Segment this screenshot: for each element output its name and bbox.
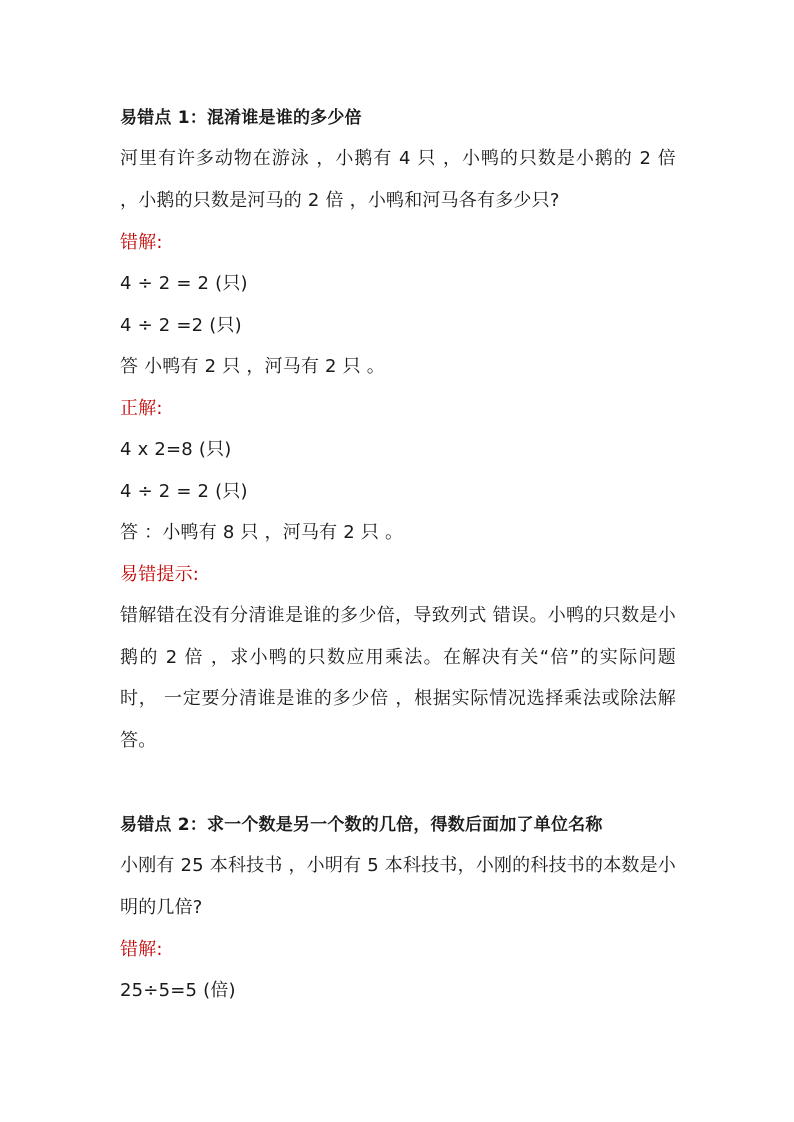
section-1-right-label: 正解: — [120, 398, 163, 419]
section-2-wrong-label: 错解: — [120, 939, 163, 960]
section-1-wrong-line-2: 4 ÷ 2 =2 (只) — [120, 315, 242, 336]
section-1-wrong-answer: 答 小鸭有 2 只 ，河马有 2 只 。 — [120, 356, 385, 377]
section-1-heading: 易错点 1：混淆谁是谁的多少倍 — [120, 108, 362, 128]
section-2-heading: 易错点 2：求一个数是另一个数的几倍，得数后面加了单位名称 — [120, 815, 603, 835]
section-1-right-line-1: 4 x 2=8 (只) — [120, 439, 232, 460]
section-1-right-line-2: 4 ÷ 2 = 2 (只) — [120, 481, 248, 502]
section-1-wrong-line-1: 4 ÷ 2 = 2 (只) — [120, 273, 248, 294]
section-1-right-answer: 答 ：小鸭有 8 只 ，河马有 2 只 。 — [120, 522, 404, 543]
section-1-hint-text: 错解错在没有分清谁是谁的多少倍，导致列式 错误。小鸭的只数是小鹅的 2 倍 ，求小鸭的只数应用乘法。在解决有关“倍”的实际问题时， 一定要分清谁是谁的多少倍 ，根据实际情况选择乘法或除法解答。 — [120, 605, 676, 751]
section-1-wrong-label: 错解: — [120, 232, 163, 253]
section-2-problem: 小刚有 25 本科技书 ，小明有 5 本科技书，小刚的科技书的本数是小明的几倍? — [120, 855, 676, 918]
section-1-problem: 河里有许多动物在游泳 ，小鹅有 4 只 ，小鸭的只数是小鹅的 2 倍 ，小鹅的只数是河马的 2 倍 ，小鸭和河马各有多少只? — [120, 148, 676, 211]
section-1-hint-label: 易错提示: — [120, 564, 200, 585]
section-2-wrong-line-1: 25÷5=5 (倍) — [120, 980, 236, 1001]
